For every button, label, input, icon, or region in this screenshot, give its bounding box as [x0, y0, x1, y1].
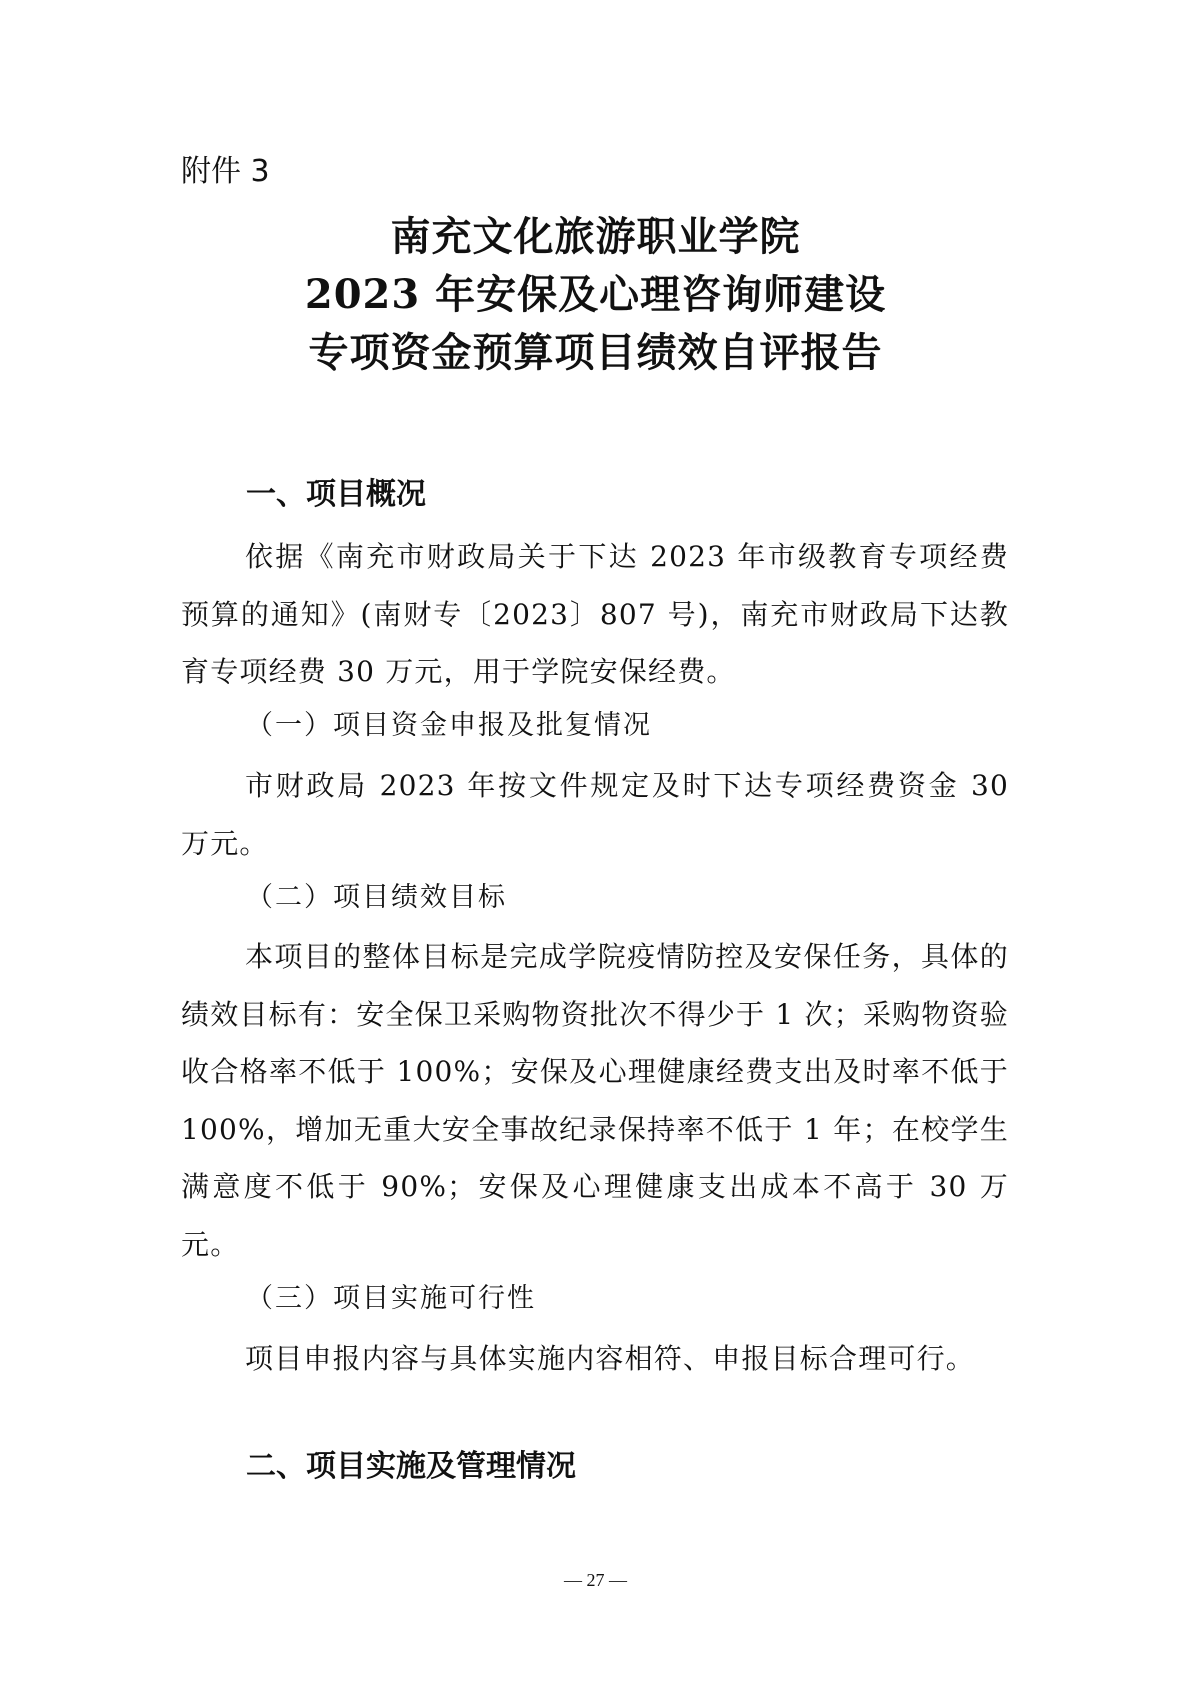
subsection-2-paragraph: 本项目的整体目标是完成学院疫情防控及安保任务，具体的 绩效目标有：安全保卫采购物资批次不得少于 1 次；采购物资验收合格率不低于 100%；安保及心理健康经费支出及时率不低于 100%，增加无重大安全事故纪录保持率不低于 1 年；在校学生满意度不低于 90%；安保及心理健康支出成本不高于 30 万元。	[181, 940, 1009, 1261]
subsection-2-heading: （二）项目绩效目标	[246, 882, 507, 913]
title-line-2: 2023 年安保及心理咨询师建设	[304, 271, 887, 318]
title-line-3: 专项资金预算项目绩效自评报告	[308, 329, 883, 376]
subsection-3-heading: （三）项目实施可行性	[246, 1283, 536, 1314]
section-1-intro-paragraph: 依据《南充市财政局关于下达 2023 年市级教育专项经费预算的通知》(南财专〔2023〕807 号)，南充市财政局下达教育专项经费 30 万元，用于学院安保经费。	[181, 540, 1009, 688]
page-number: — 27 —	[564, 1570, 627, 1590]
attachment-label: 附件 3	[181, 154, 270, 189]
subsection-1-paragraph: 市财政局 2023 年按文件规定及时下达专项经费资金 30 万元。	[181, 769, 1009, 860]
subsection-3-paragraph: 项目申报内容与具体实施内容相符、申报目标合理可行。	[245, 1342, 976, 1375]
section-2-heading: 二、项目实施及管理情况	[246, 1449, 576, 1484]
title-line-1: 南充文化旅游职业学院	[390, 213, 801, 260]
section-1-heading: 一、项目概况	[246, 477, 426, 512]
subsection-1-heading: （一）项目资金申报及批复情况	[246, 710, 652, 741]
